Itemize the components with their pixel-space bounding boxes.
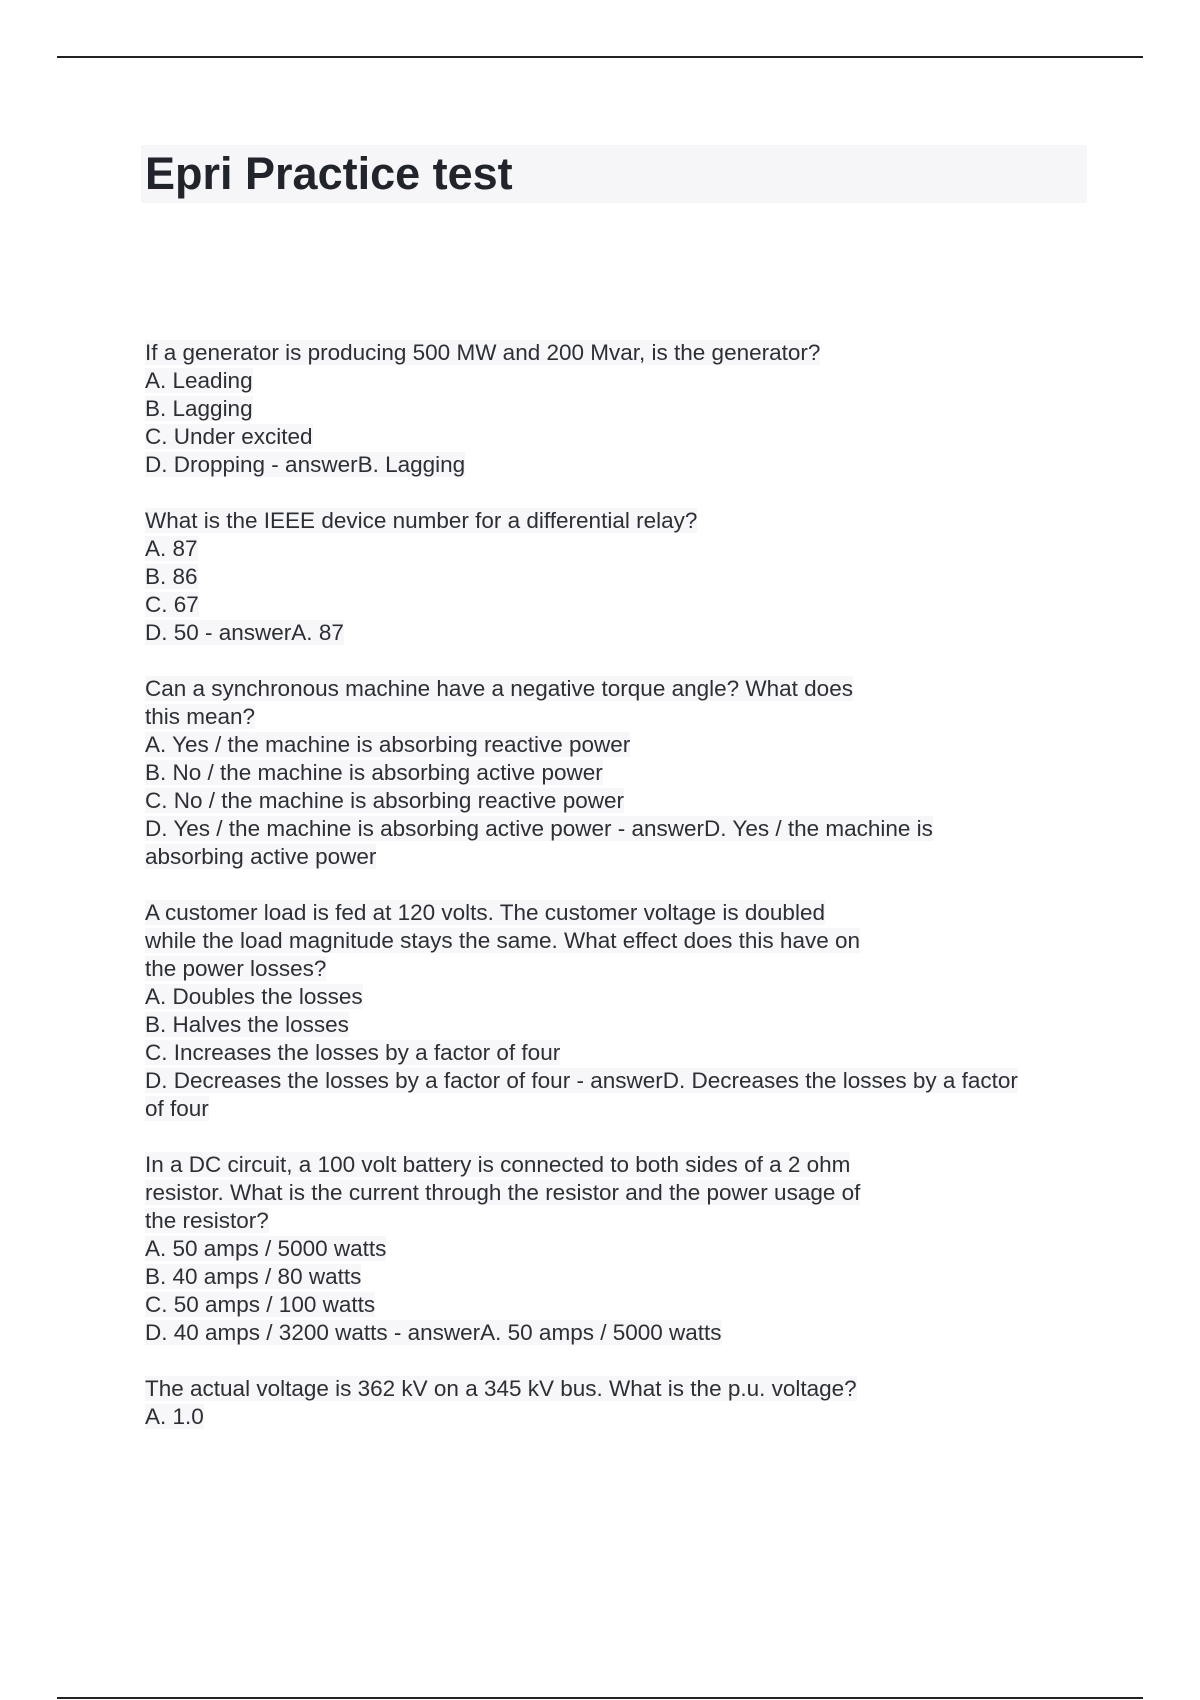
question-5-text-line-3: the resistor?: [145, 1208, 269, 1233]
question-4-text-line-2: while the load magnitude stays the same. What effect does this have on: [145, 928, 861, 953]
question-block-2: [145, 507, 1090, 647]
question-5-option-a: A. 50 amps / 5000 watts: [145, 1236, 387, 1261]
question-5-option-d-answer: D. 40 amps / 3200 watts - answerA. 50 amps / 5000 watts: [145, 1320, 722, 1345]
question-2-option-a: A. 87: [145, 536, 198, 561]
question-1-option-a: A. Leading: [145, 368, 253, 393]
question-3-answer-continued: absorbing active power: [145, 844, 377, 869]
question-1-text: If a generator is producing 500 MW and 200 Mvar, is the generator?: [145, 340, 821, 365]
question-5-text-line-1: In a DC circuit, a 100 volt battery is connected to both sides of a 2 ohm: [145, 1152, 851, 1177]
question-2-option-b: B. 86: [145, 564, 198, 589]
page-title: Epri Practice test: [145, 148, 513, 199]
question-block-6: [145, 1375, 1090, 1431]
question-3-option-c: C. No / the machine is absorbing reactive power: [145, 788, 624, 813]
question-3-option-a: A. Yes / the machine is absorbing reactive power: [145, 732, 631, 757]
question-3-option-b: B. No / the machine is absorbing active power: [145, 760, 603, 785]
bottom-rule: [57, 1697, 1143, 1699]
question-1-option-c: C. Under excited: [145, 424, 313, 449]
question-4-text-line-3: the power losses?: [145, 956, 327, 981]
question-3-text-line-1: Can a synchronous machine have a negative torque angle? What does: [145, 676, 853, 701]
question-4-option-a: A. Doubles the losses: [145, 984, 363, 1009]
question-6-text: The actual voltage is 362 kV on a 345 kV bus. What is the p.u. voltage?: [145, 1376, 857, 1401]
question-block-1: [145, 339, 1090, 479]
question-block-5: [145, 1151, 1090, 1347]
question-4-option-d-answer: D. Decreases the losses by a factor of four - answerD. Decreases the losses by a factor: [145, 1068, 1018, 1093]
question-4-answer-continued: of four: [145, 1096, 209, 1121]
question-4-option-b: B. Halves the losses: [145, 1012, 349, 1037]
question-2-option-d-answer: D. 50 - answerA. 87: [145, 620, 344, 645]
top-rule: [57, 56, 1143, 58]
question-2-option-c: C. 67: [145, 592, 199, 617]
question-3-text-line-2: this mean?: [145, 704, 256, 729]
question-6-option-a: A. 1.0: [145, 1404, 204, 1429]
question-4-option-c: C. Increases the losses by a factor of four: [145, 1040, 561, 1065]
title-block: [141, 145, 1087, 203]
question-5-text-line-2: resistor. What is the current through the resistor and the power usage of: [145, 1180, 861, 1205]
question-1-option-d-answer: D. Dropping - answerB. Lagging: [145, 452, 466, 477]
question-1-option-b: B. Lagging: [145, 396, 253, 421]
question-3-option-d-answer: D. Yes / the machine is absorbing active power - answerD. Yes / the machine is: [145, 816, 933, 841]
question-5-option-b: B. 40 amps / 80 watts: [145, 1264, 362, 1289]
question-block-4: [145, 899, 1090, 1123]
question-2-text: What is the IEEE device number for a differential relay?: [145, 508, 698, 533]
question-block-3: [145, 675, 1090, 871]
question-4-text-line-1: A customer load is fed at 120 volts. The customer voltage is doubled: [145, 900, 825, 925]
question-list: [145, 339, 1090, 1459]
question-5-option-c: C. 50 amps / 100 watts: [145, 1292, 376, 1317]
